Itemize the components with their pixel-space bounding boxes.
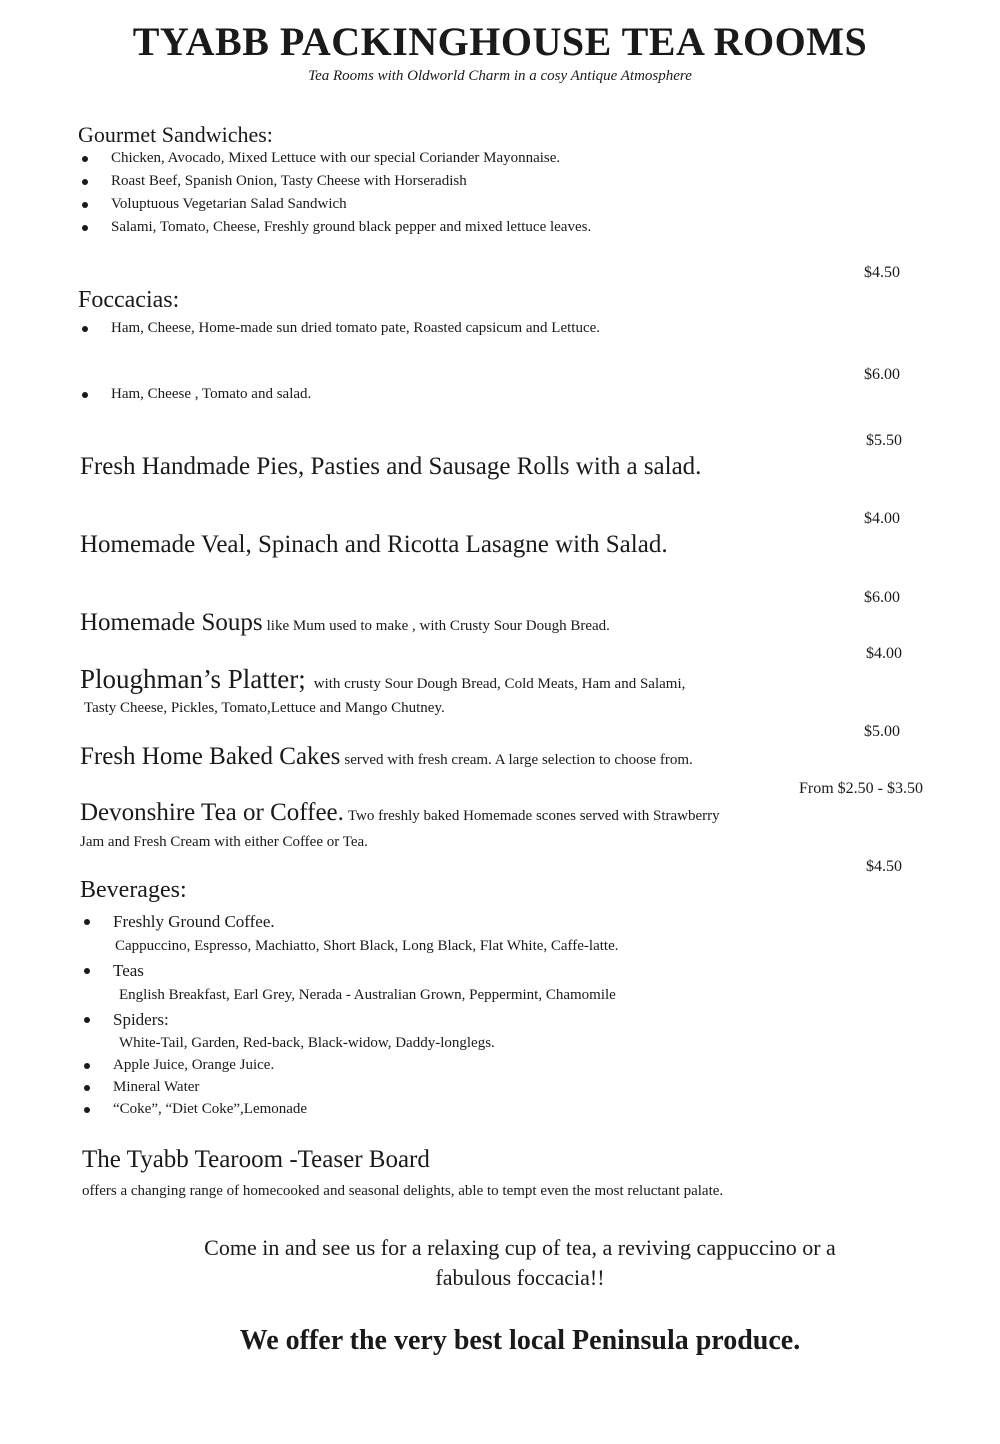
devonshire-line xyxy=(80,799,720,827)
sandwich-item: Salami, Tomato, Cheese, Freshly ground black pepper and mixed lettuce leaves. xyxy=(111,219,592,235)
page-subtitle: Tea Rooms with Oldworld Charm in a cosy Antique Atmosphere xyxy=(308,68,692,84)
beverage-teas: Teas xyxy=(113,961,144,980)
sandwich-item: Voluptuous Vegetarian Salad Sandwich xyxy=(111,196,347,212)
lasagne-heading: Homemade Veal, Spinach and Ricotta Lasagne with Salad. xyxy=(80,531,668,558)
ploughman-heading: Ploughman’s Platter; xyxy=(80,664,306,694)
footer-tagline: We offer the very best local Peninsula produce. xyxy=(239,1325,801,1356)
devonshire-desc-2: Jam and Fresh Cream with either Coffee or Tea. xyxy=(80,834,368,850)
foccacia-price-1: $6.00 xyxy=(864,366,900,383)
teaser-desc: offers a changing range of homecooked and seasonal delights, able to tempt even the most reluctant palate. xyxy=(82,1183,724,1199)
cakes-desc: served with fresh cream. A large selection to choose from. xyxy=(344,752,693,768)
soups-desc: like Mum used to make , with Crusty Sour Dough Bread. xyxy=(266,618,610,634)
ploughman-desc-1: with crusty Sour Dough Bread, Cold Meats, Ham and Salami, xyxy=(313,676,686,692)
pies-price: $4.00 xyxy=(864,510,900,527)
beverages-heading: Beverages: xyxy=(80,877,187,903)
footer-line-1: Come in and see us for a relaxing cup of tea, a reviving cappuccino or a xyxy=(204,1235,836,1260)
ploughman-line xyxy=(80,664,685,695)
teaser-heading: The Tyabb Tearoom -Teaser Board xyxy=(82,1146,430,1173)
cakes-heading: Fresh Home Baked Cakes xyxy=(80,743,341,770)
ploughman-desc-2: Tasty Cheese, Pickles, Tomato,Lettuce and Mango Chutney. xyxy=(84,700,445,716)
cakes-price: From $2.50 - $3.50 xyxy=(799,780,923,797)
beverage-soft-drinks: “Coke”, “Diet Coke”,Lemonade xyxy=(113,1101,308,1117)
devonshire-heading: Devonshire Tea or Coffee. xyxy=(80,799,344,826)
pies-heading: Fresh Handmade Pies, Pasties and Sausage Rolls with a salad. xyxy=(80,453,702,480)
devonshire-price: $4.50 xyxy=(866,858,902,875)
beverage-teas-list: English Breakfast, Earl Grey, Nerada - Australian Grown, Peppermint, Chamomile xyxy=(119,987,616,1003)
beverage-water: Mineral Water xyxy=(113,1079,200,1095)
beverage-coffee: Freshly Ground Coffee. xyxy=(113,912,275,931)
lasagne-price: $6.00 xyxy=(864,589,900,606)
beverage-juice: Apple Juice, Orange Juice. xyxy=(113,1057,275,1073)
sandwich-item: Roast Beef, Spanish Onion, Tasty Cheese with Horseradish xyxy=(111,173,467,189)
ploughman-price: $5.00 xyxy=(864,723,900,740)
sandwich-item: Chicken, Avocado, Mixed Lettuce with our special Coriander Mayonnaise. xyxy=(111,150,561,166)
page-title: TYABB PACKINGHOUSE TEA ROOMS xyxy=(132,19,868,64)
beverage-spiders-list: White-Tail, Garden, Red-back, Black-widow, Daddy-longlegs. xyxy=(119,1035,495,1051)
foccacia-price-2: $5.50 xyxy=(866,432,902,449)
foccacias-heading: Foccacias: xyxy=(78,287,180,313)
foccacia-item: Ham, Cheese , Tomato and salad. xyxy=(111,386,312,402)
beverage-spiders: Spiders: xyxy=(113,1010,169,1029)
sandwiches-heading: Gourmet Sandwiches: xyxy=(78,122,273,147)
devonshire-desc-1: Two freshly baked Homemade scones served with Strawberry xyxy=(347,808,720,824)
beverage-coffee-list: Cappuccino, Espresso, Machiatto, Short Black, Long Black, Flat White, Caffe-latte. xyxy=(115,938,619,954)
footer-line-2: fabulous foccacia!! xyxy=(435,1265,605,1290)
sandwiches-price: $4.50 xyxy=(864,264,900,281)
soups-heading: Homemade Soups xyxy=(80,609,263,636)
foccacia-item: Ham, Cheese, Home-made sun dried tomato pate, Roasted capsicum and Lettuce. xyxy=(111,320,601,336)
soups-line xyxy=(80,609,610,637)
cakes-line xyxy=(80,743,693,771)
soups-price: $4.00 xyxy=(866,645,902,662)
